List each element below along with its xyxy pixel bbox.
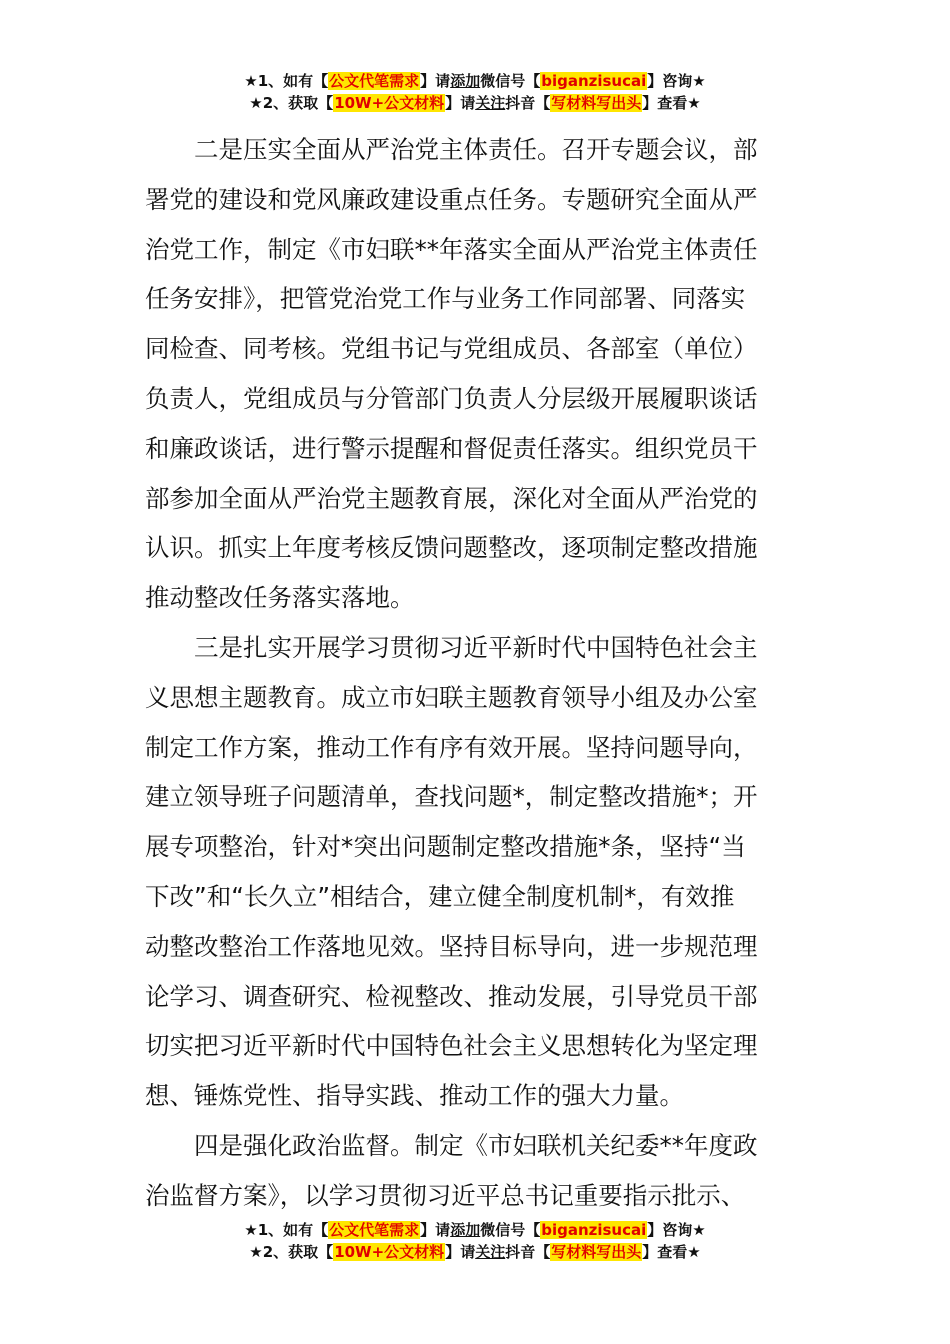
top-banner: [0, 70, 950, 114]
banner-line-2: ★2、获取【10W+公文材料】请关注抖音【写材料写出头】查看★: [249, 94, 701, 112]
highlight-wechat-id: biganzisucai: [541, 72, 647, 90]
highlight-service: 公文代笔需求: [329, 72, 420, 90]
highlight-materials: 10W+公文材料: [334, 94, 445, 112]
paragraph-2: 二是压实全面从严治党主体责任。召开专题会议，部 署党的建设和党风廉政建设重点任务。专题研究全面从严 治党工作，制定《市妇联**年落实全面从严治党主体责任 任务安排》，把管党治党工作与业务工作同部署、同落实 同检查、同考核。党组书记与党组成员、各部室（单位） 负责人，党组成员与分管部门负责人分层级开展履职谈话 和廉政谈话，进行警示提醒和督促责任落实。组织党员干 部参加全面从严治党主题教育展，深化对全面从严治党的 认识。抓实上年度考核反馈问题整改，逐项制定整改措施 推动整改任务落实落地。: [145, 135, 758, 613]
highlight-douyin: 写材料写出头: [551, 94, 642, 112]
banner-line-1: ★1、如有【公文代笔需求】请添加微信号【biganzisucai】咨询★: [244, 72, 706, 90]
paragraph-4: 四是强化政治监督。制定《市妇联机关纪委**年度政 治监督方案》，以学习贯彻习近平总书记重要指示批示、: [145, 1130, 758, 1210]
highlight-douyin-bottom: 写材料写出头: [551, 1243, 642, 1261]
banner-line-2-bottom: ★2、获取【10W+公文材料】请关注抖音【写材料写出头】查看★: [249, 1243, 701, 1261]
banner-line-1-bottom: ★1、如有【公文代笔需求】请添加微信号【biganzisucai】咨询★: [244, 1221, 706, 1239]
highlight-service-bottom: 公文代笔需求: [329, 1221, 420, 1239]
bottom-banner: [0, 1219, 950, 1263]
highlight-materials-bottom: 10W+公文材料: [334, 1243, 445, 1261]
highlight-wechat-id-bottom: biganzisucai: [541, 1221, 647, 1239]
document-body: [145, 125, 810, 1221]
paragraph-3: 三是扎实开展学习贯彻习近平新时代中国特色社会主 义思想主题教育。成立市妇联主题教育领导小组及办公室 制定工作方案，推动工作有序有效开展。坚持问题导向， 建立领导班子问题清单，查找问题*，制定整改措施*；开 展专项整治，针对*突出问题制定整改措施*条，坚持“当 下改”和“长久立”相结合，建立健全制度机制*，有效推 动整改整治工作落地见效。坚持目标导向，进一步规范理 论学习、调查研究、检视整改、推动发展，引导党员干部 切实把习近平新时代中国特色社会主义思想转化为坚定理 想、锤炼党性、指导实践、推动工作的强大力量。: [145, 632, 758, 1111]
